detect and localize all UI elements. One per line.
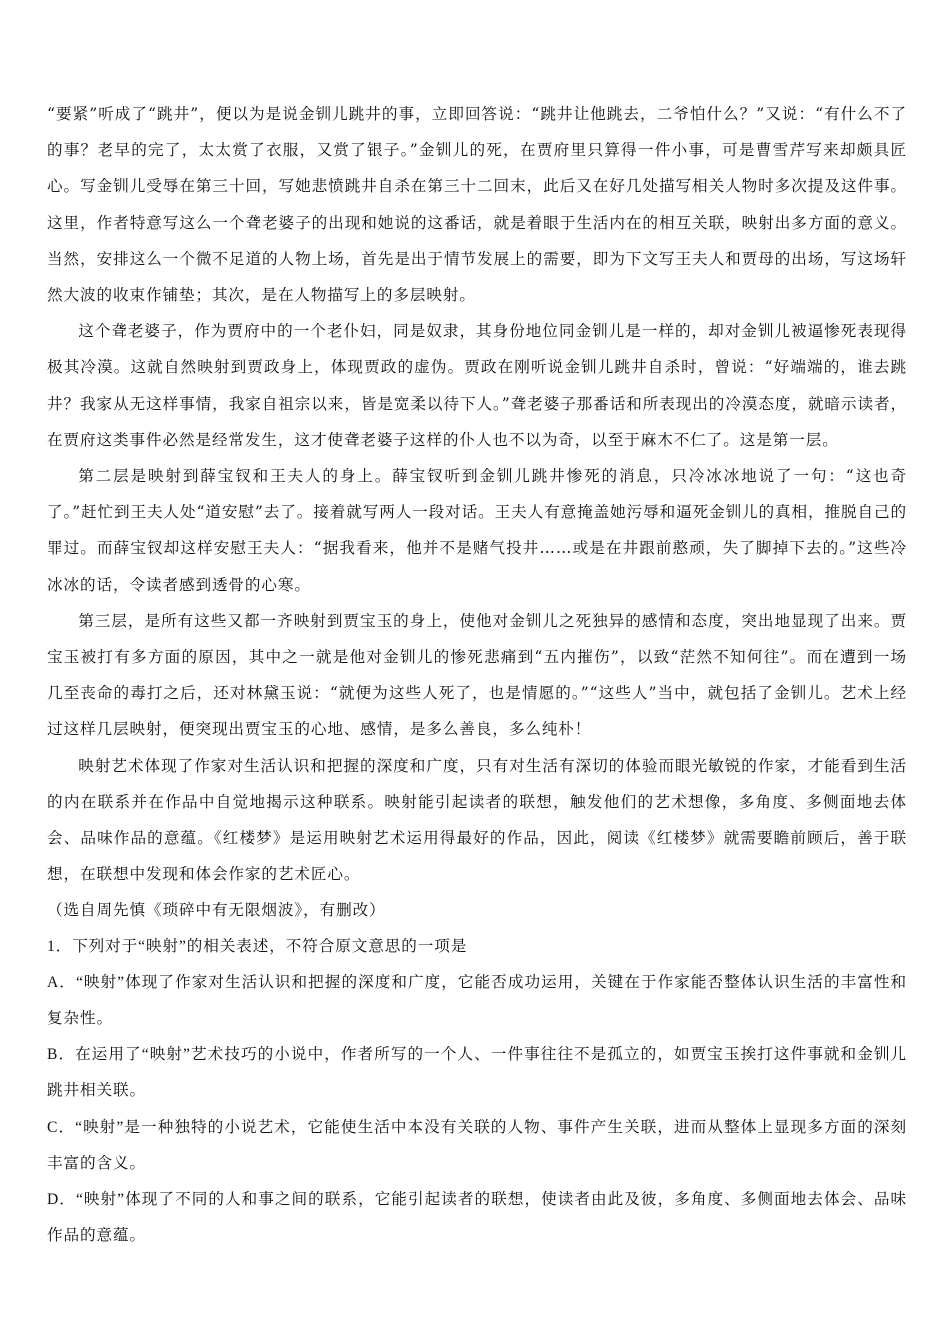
paragraph-3: 第二层是映射到薛宝钗和王夫人的身上。薛宝钗听到金钏儿跳井惨死的消息，只冷冰冰地说了一句：“这也奇了。”赶忙到王夫人处“道安慰”去了。接着就写两人一段对话。王夫人有意掩盖她污辱和逼死金钏儿的真相，推脱自己的罪过。而薛宝钗却这样安慰王夫人：“据我看来，他并不是赌气投井……或是在井跟前憨顽，失了脚掉下去的。”这些冷冰冰的话，令读者感到透骨的心寒。 [47, 467, 907, 594]
paragraph-5: 映射艺术体现了作家对生活认识和把握的深度和广度，只有对生活有深切的体验而眼光敏锐的作家，才能看到生活的内在联系并在作品中自觉地揭示这种联系。映射能引起读者的联想，触发他们的艺术想像，多角度、多侧面地去体会、品味作品的意蕴。《红楼梦》是运用映射艺术运用得最好的作品，因此，阅读《红楼梦》就需要瞻前顾后，善于联想，在联想中发现和体会作家的艺术匠心。 [47, 756, 907, 884]
option-c: C．“映射”是一种独特的小说艺术，它能使生活中本没有关联的人物、事件产生关联，进而从整体上显现多方面的深刻丰富的含义。 [47, 1118, 907, 1172]
paragraph-1: “要紧”听成了“跳井”，便以为是说金钏儿跳井的事，立即回答说：“跳井让他跳去，二爷怕什么？”又说：“有什么不了的事？老早的完了，太太赏了衣服，又赏了银子。”金钏儿的死，在贾府里只算得一件小事，可是曹雪芹写来却颇具匠心。写金钏儿受辱在第三十回，写她悲愤跳井自杀在第三十二回末，此后又在好几处描写相关人物时多次提及这件事。这里，作者特意写这么一个聋老婆子的出现和她说的这番话，就是着眼于生活内在的相互关联，映射出多方面的意义。当然，安排这么一个微不足道的人物上场，首先是出于情节发展上的需要，即为下文写王夫人和贾母的出场，写这场轩然大波的收束作铺垫；其次，是在人物描写上的多层映射。 [47, 105, 907, 305]
option-a: A．“映射”体现了作家对生活认识和把握的深度和广度，它能否成功运用，关键在于作家能否整体认识生活的丰富性和复杂性。 [47, 973, 907, 1028]
question-stem: 1．下列对于“映射”的相关表述，不符合原文意思的一项是 [47, 937, 468, 955]
source-citation: （选自周先慎《琐碎中有无限烟波》，有删改） [47, 901, 386, 920]
document-page [47, 96, 907, 1255]
paragraph-4: 第三层，是所有这些又都一齐映射到贾宝玉的身上，使他对金钏儿之死独异的感情和态度，突出地显现了出来。贾宝玉被打有多方面的原因，其中之一就是他对金钏儿的惨死悲痛到“五内摧伤”，以致“茫然不知何往”。而在遭到一场几至丧命的毒打之后，还对林黛玉说：“就便为这些人死了，也是情愿的。”“这些人”当中，就包括了金钏儿。艺术上经过这样几层映射，便突现出贾宝玉的心地、感情，是多么善良，多么纯朴！ [47, 611, 907, 739]
paragraph-2: 这个聋老婆子，作为贾府中的一个老仆妇，同是奴隶，其身份地位同金钏儿是一样的，却对金钏儿被逼惨死表现得极其冷漠。这就自然映射到贾政身上，体现贾政的虚伪。贾政在刚听说金钏儿跳井自杀时，曾说：“好端端的，谁去跳井？我家从无这样事情，我家自祖宗以来，皆是宽柔以待下人。”聋老婆子那番话和所表现出的冷漠态度，就暗示读者，在贾府这类事件必然是经常发生，这才使聋老婆子这样的仆人也不以为奇，以至于麻木不仁了。这是第一层。 [47, 322, 907, 449]
option-d: D．“映射”体现了不同的人和事之间的联系，它能引起读者的联想，使读者由此及彼，多角度、多侧面地去体会、品味作品的意蕴。 [47, 1191, 907, 1245]
option-b: B．在运用了“映射”艺术技巧的小说中，作者所写的一个人、一件事往往不是孤立的，如贾宝玉挨打这件事就和金钏儿跳井相关联。 [47, 1046, 907, 1100]
